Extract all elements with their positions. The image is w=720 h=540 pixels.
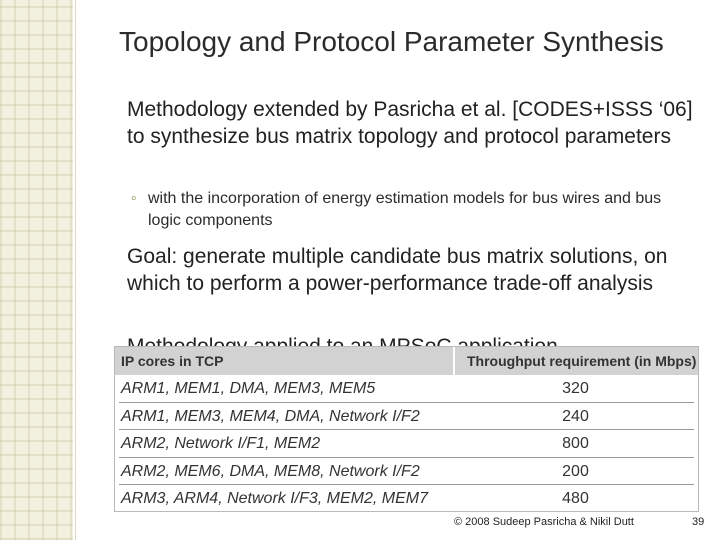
table-header-row: [115, 347, 698, 375]
bullet-text: Methodology extended by Pasricha et al. [CODES+ISSS ‘06] to synthesize bus matrix topology and protocol parameters: [127, 98, 693, 148]
table-cell-cores: ARM3, ARM4, Network I/F3, MEM2, MEM7: [121, 490, 429, 507]
table-row: [119, 458, 694, 486]
table-row: [119, 485, 694, 512]
table-header-cell: Throughput requirement (in Mbps): [467, 353, 697, 369]
slide-title: Topology and Protocol Parameter Synthesis: [119, 26, 664, 57]
copyright-footer: © 2008 Sudeep Pasricha & Nikil Dutt: [454, 516, 634, 528]
throughput-table: [114, 346, 699, 512]
table-cell-throughput: 200: [562, 462, 589, 480]
table-row: [119, 375, 694, 403]
table-cell-throughput: 320: [562, 380, 589, 397]
table-row: [119, 403, 694, 431]
bullet-1: [101, 96, 701, 150]
decorative-side-strip: [0, 0, 73, 540]
table-cell-throughput: 480: [562, 490, 589, 507]
table-cell-throughput: 240: [562, 407, 589, 425]
sub-bullet-mark-icon: ◦: [131, 190, 137, 207]
table-cell-cores: ARM2, Network I/F1, MEM2: [121, 435, 321, 452]
table-cell-cores: ARM1, MEM1, DMA, MEM3, MEM5: [121, 380, 376, 397]
bullet-text: Goal: generate multiple candidate bus matrix solutions, on which to perform a power-performance trade-off analysis: [127, 245, 668, 295]
table-cell-cores: ARM1, MEM3, MEM4, DMA, Network I/F2: [121, 407, 420, 425]
table-row: [119, 430, 694, 458]
table-header-cell: IP cores in TCP: [115, 347, 455, 375]
page-number: 39: [692, 516, 705, 528]
table-cell-throughput: 800: [562, 435, 589, 452]
sub-bullet-text: with the incorporation of energy estimation models for bus wires and bus logic components: [148, 190, 662, 229]
sub-bullet-1: [131, 188, 676, 232]
table-cell-cores: ARM2, MEM6, DMA, MEM8, Network I/F2: [121, 462, 420, 480]
decorative-divider: [75, 0, 76, 540]
bullet-2: [101, 243, 701, 297]
